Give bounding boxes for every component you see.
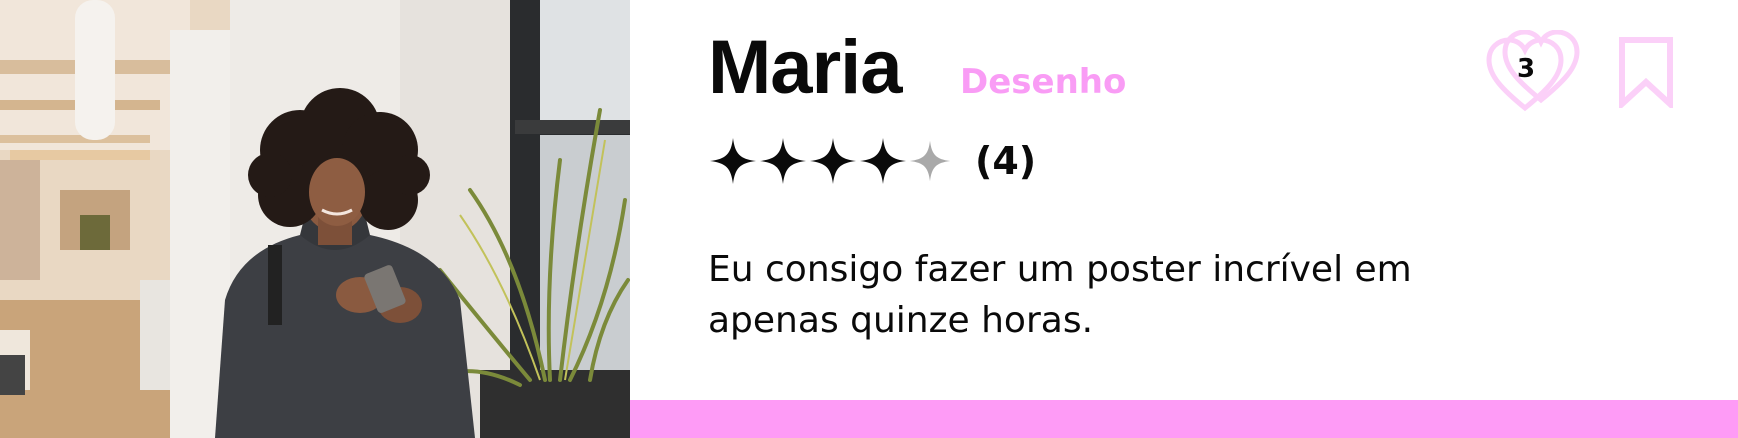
testimonial-quote: Eu consigo fazer um poster incrível em apenas quinze horas. (708, 249, 1412, 341)
star-filled-icon (758, 136, 808, 186)
bookmark-button[interactable] (1618, 36, 1674, 108)
star-empty-icon (908, 136, 952, 186)
like-button[interactable] (1483, 30, 1583, 116)
star-filled-icon (708, 136, 758, 186)
rating-stars (708, 136, 952, 186)
person-name: Maria (708, 25, 902, 110)
like-count: 3 (1516, 54, 1536, 84)
profile-photo (0, 0, 630, 438)
star-filled-icon (858, 136, 908, 186)
accent-bar (630, 400, 1738, 438)
rating-count: (4) (975, 139, 1037, 183)
category-tag: Desenho (960, 62, 1127, 102)
star-filled-icon (808, 136, 858, 186)
bookmark-icon (1618, 36, 1674, 108)
